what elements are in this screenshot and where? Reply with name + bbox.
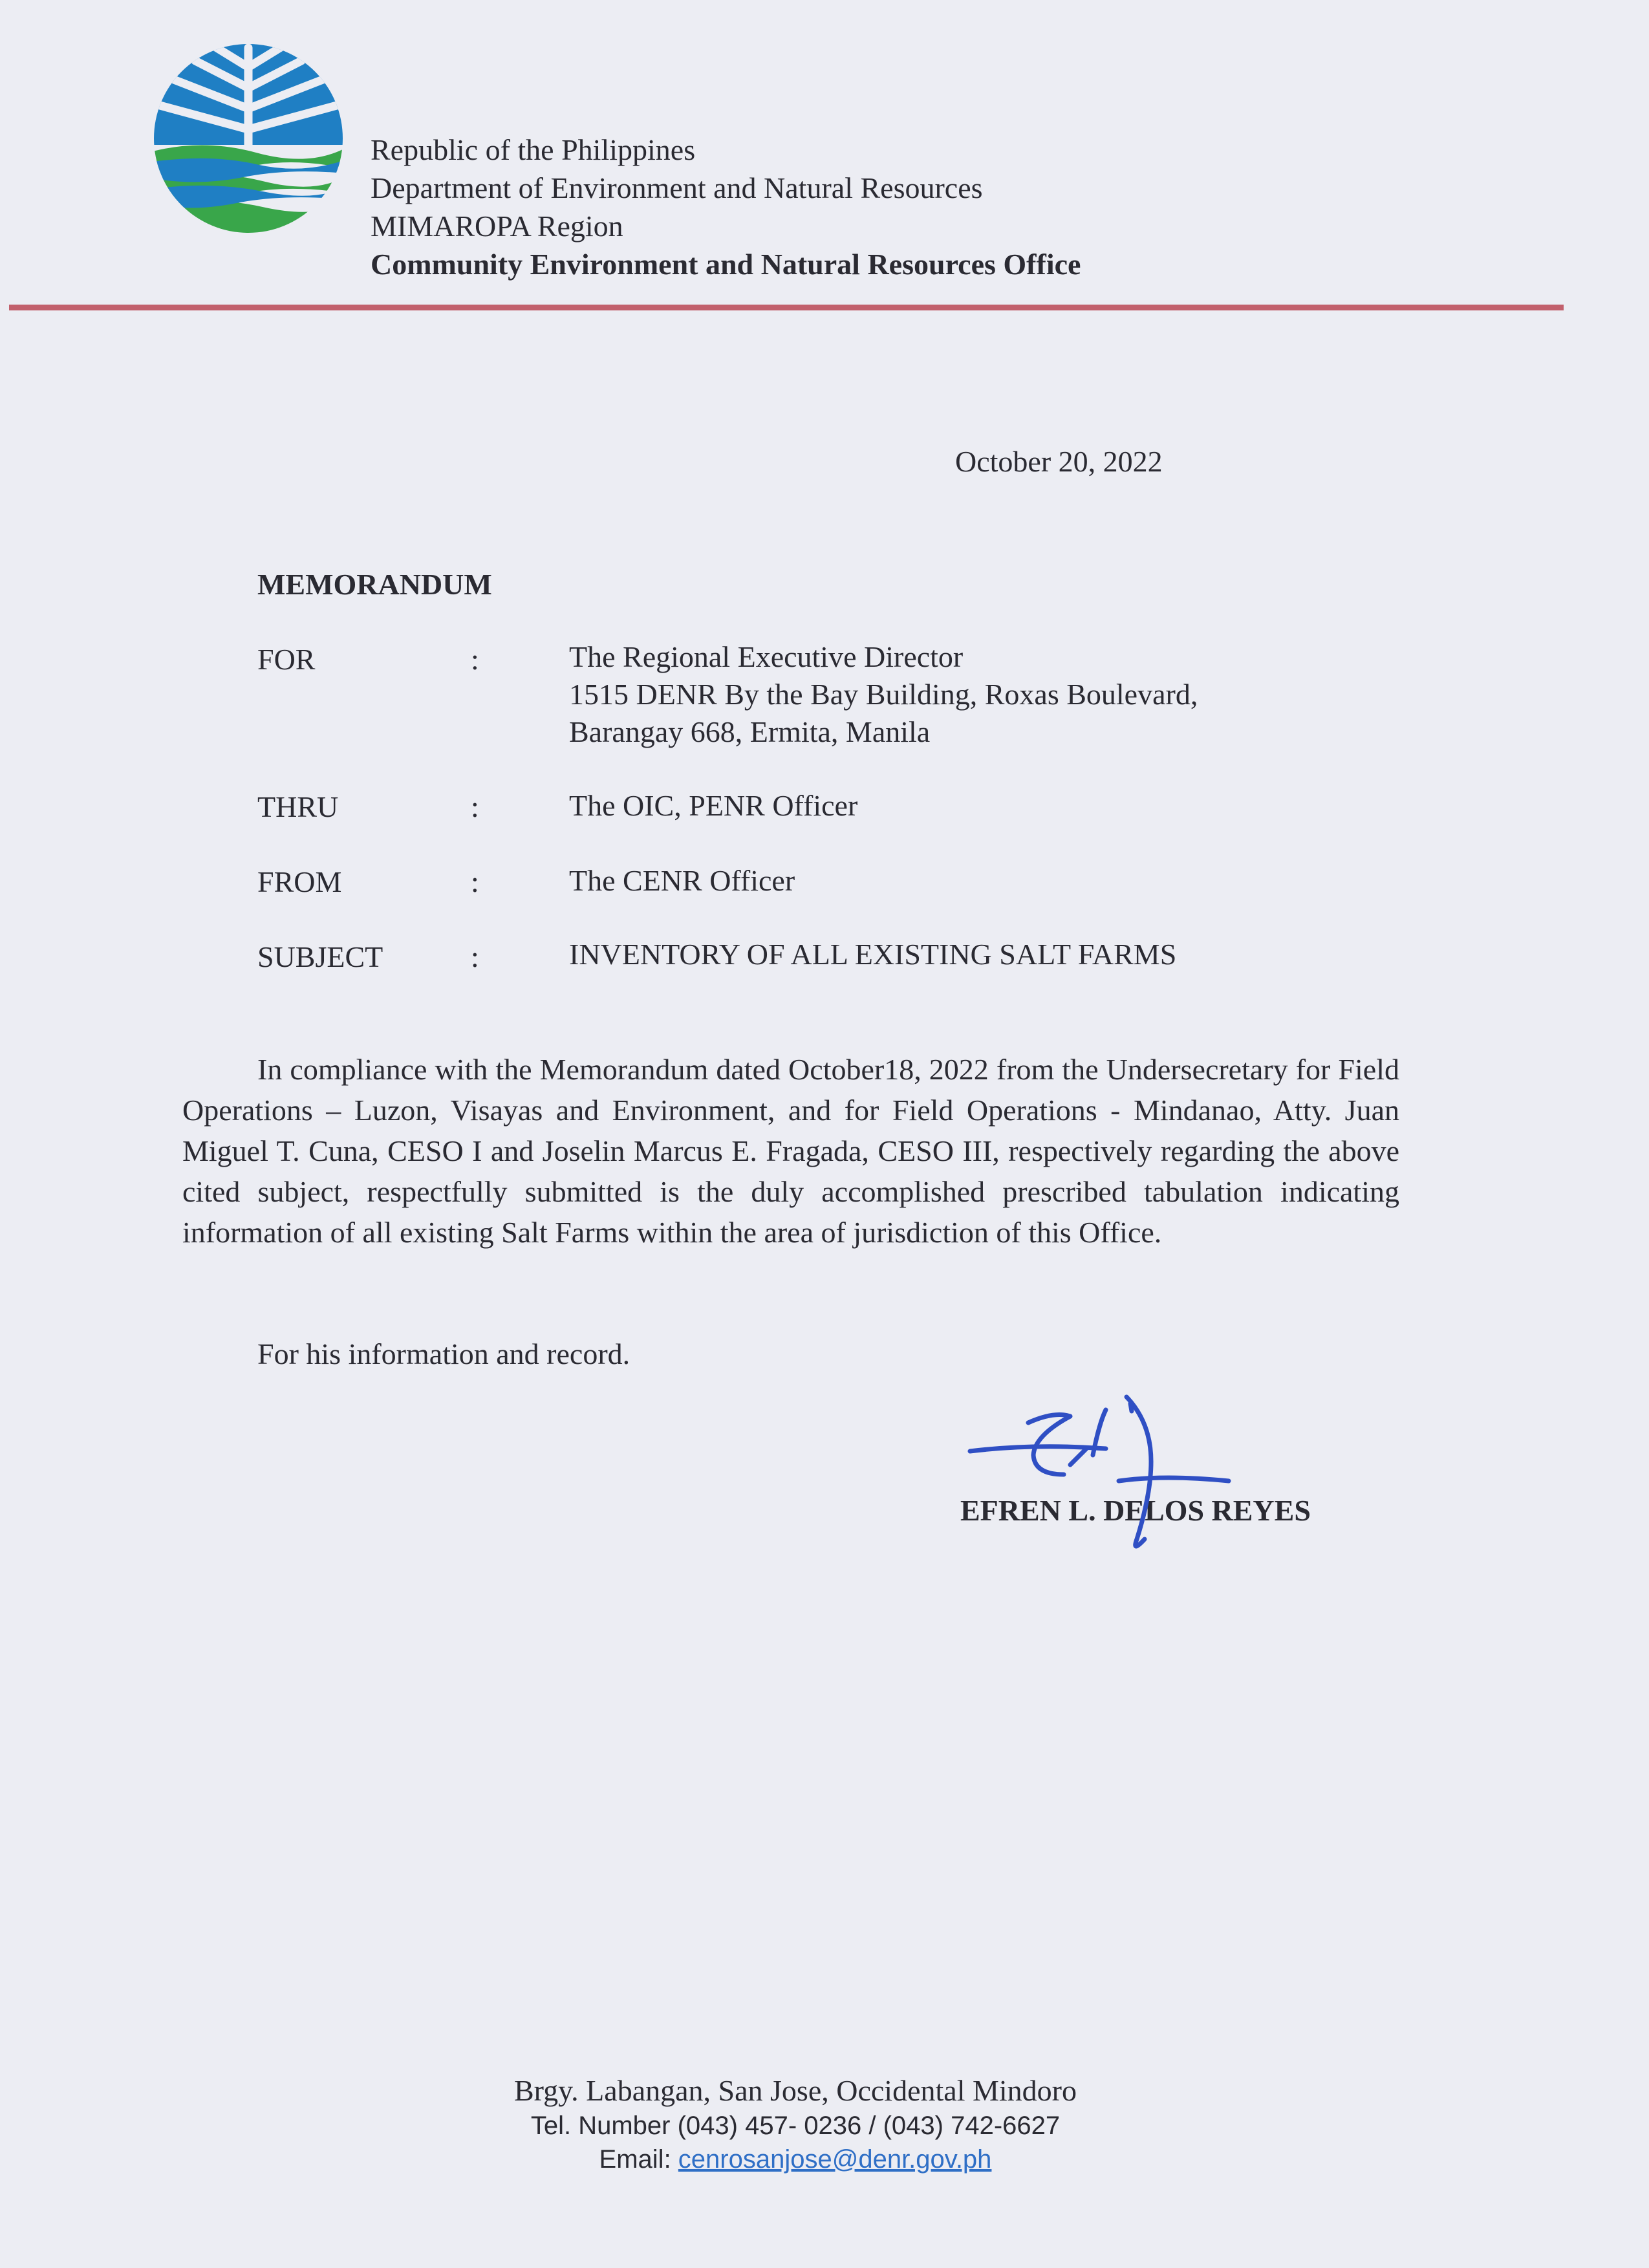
- footer-email-link[interactable]: cenrosanjose@denr.gov.ph: [678, 2145, 992, 2174]
- field-colon: :: [471, 790, 479, 823]
- denr-logo-icon: [153, 41, 344, 235]
- memo-closing: For his information and record.: [257, 1337, 630, 1370]
- field-colon: :: [471, 940, 479, 973]
- footer-email-line: [0, 2142, 1591, 2177]
- field-value-for-line1: The Regional Executive Director: [569, 640, 964, 673]
- field-value-for-line3: Barangay 668, Ermita, Manila: [569, 715, 931, 748]
- field-colon: :: [471, 643, 479, 676]
- memo-body-paragraph: In compliance with the Memorandum dated October18, 2022 from the Undersecretary for Field Operations – Luzon, Visayas and Environment, and for Field Operations - Mindanao, Atty. Juan Miguel T. Cuna, CESO I and Joselin Marcus E. Fragada, CESO III, respectively regarding the above cited subject, respectfully submitted is the duly accomplished prescribed tabulation indicating information of all existing Salt Farms within the area of jurisdiction of this Office.: [182, 1053, 1399, 1249]
- field-value-thru: The OIC, PENR Officer: [569, 789, 858, 822]
- field-label-from: FROM: [257, 865, 342, 898]
- letterhead-country: Republic of the Philippines: [371, 133, 696, 166]
- field-label-subject: SUBJECT: [257, 940, 383, 973]
- letterhead-department: Department of Environment and Natural Resources: [371, 171, 983, 204]
- field-colon: :: [471, 865, 479, 898]
- signatory-name: EFREN L. DELOS REYES: [960, 1494, 1311, 1527]
- field-value-from: The CENR Officer: [569, 864, 795, 897]
- memo-title: MEMORANDUM: [257, 568, 492, 601]
- letterhead-region: MIMAROPA Region: [371, 210, 623, 243]
- footer-address: Brgy. Labangan, San Jose, Occidental Mindoro: [514, 2074, 1077, 2107]
- letterhead-divider: [9, 305, 1564, 310]
- field-label-for: FOR: [257, 643, 316, 676]
- handwritten-signature: [957, 1384, 1242, 1559]
- field-label-thru: THRU: [257, 790, 339, 823]
- field-value-subject: INVENTORY OF ALL EXISTING SALT FARMS: [569, 938, 1177, 971]
- letterhead-office: Community Environment and Natural Resources Office: [371, 248, 1081, 281]
- footer-email-label: Email:: [599, 2145, 678, 2174]
- field-value-for-line2: 1515 DENR By the Bay Building, Roxas Boulevard,: [569, 678, 1198, 711]
- footer-telephone: Tel. Number (043) 457- 0236 / (043) 742-6627: [530, 2111, 1061, 2140]
- memo-date: October 20, 2022: [955, 445, 1163, 478]
